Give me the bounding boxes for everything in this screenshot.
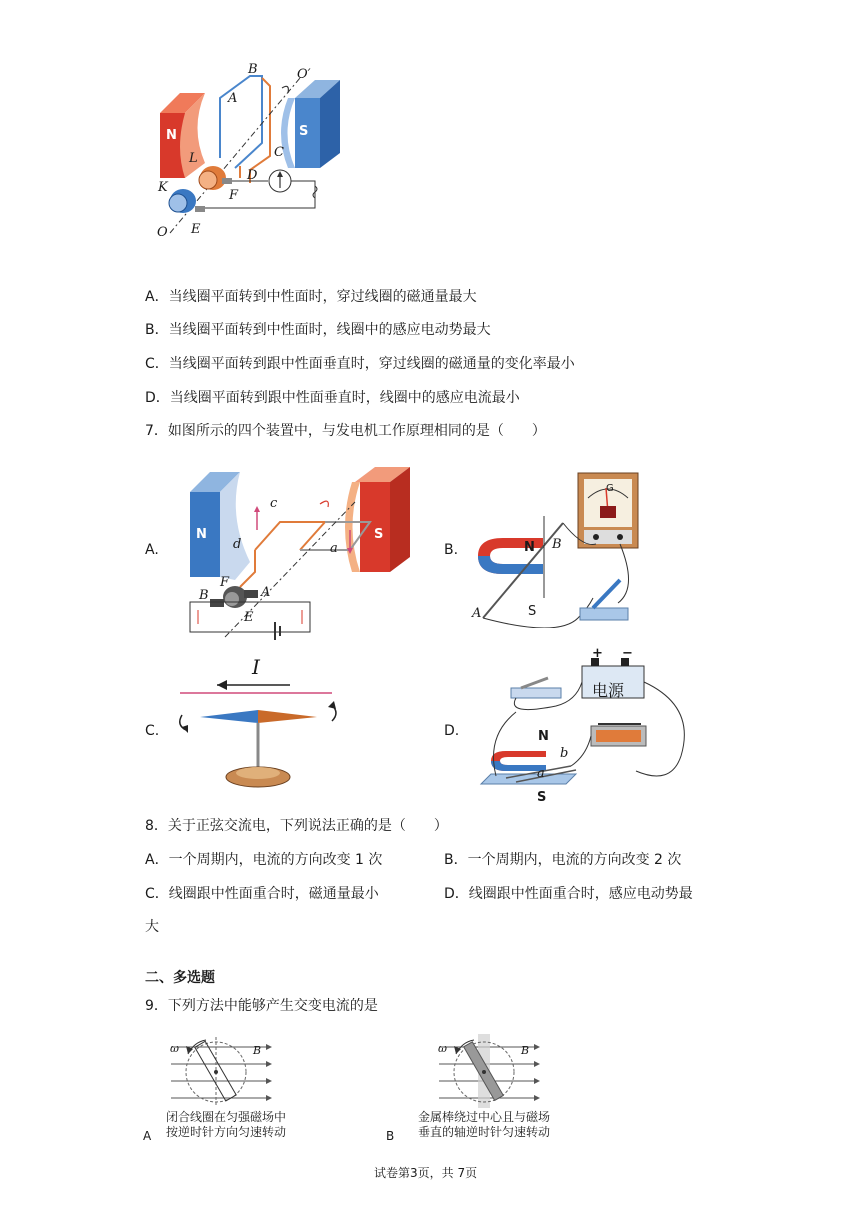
q7a-s-label: S <box>374 527 384 542</box>
q7-letter-a: A. <box>145 542 159 558</box>
q9a-omega: ω <box>170 1042 179 1055</box>
q7b-s-label: S <box>528 604 537 619</box>
q6-option-b <box>145 321 491 339</box>
q9-stem: 9．下列方法中能够产生交变电流的是 <box>145 998 378 1014</box>
option-text: 一个周期内，电流的方向改变 2 次 <box>467 852 682 868</box>
q7d-plus-label: + <box>592 646 603 661</box>
q7-letter-c: C. <box>145 723 160 739</box>
q7a-a-label: a <box>330 541 338 556</box>
q7-letter-d: D. <box>444 723 460 739</box>
q7c-i-label: I <box>252 655 260 679</box>
option-letter: B． <box>444 852 468 868</box>
fig-label-c: C <box>274 145 284 160</box>
q7d-n-label: N <box>538 729 549 744</box>
page-footer: 试卷第3页，共 7页 <box>374 1166 478 1180</box>
q7a-c-label: c <box>270 496 278 511</box>
option-letter: D． <box>444 886 469 902</box>
q7b-n-label: N <box>524 540 535 555</box>
q7a-a2-label: A <box>261 585 271 600</box>
q7d-minus-label: − <box>622 646 633 661</box>
q9b-caption-2: 垂直的轴逆时针匀速转动 <box>418 1125 551 1139</box>
option-text: 一个周期内，电流的方向改变 1 次 <box>168 852 383 868</box>
q7d-a-label: a <box>537 766 545 781</box>
option-letter: C． <box>145 356 169 372</box>
q9a-caption-1: 闭合线圈在匀强磁场中 <box>166 1110 287 1124</box>
fig-label-e: E <box>191 222 201 237</box>
q7a-d-label: d <box>233 537 242 552</box>
option-text: 当线圈平面转到跟中性面垂直时，线圈中的感应电流最小 <box>169 390 520 406</box>
q7a-f-label: F <box>220 575 230 590</box>
q6-option-c <box>145 355 575 373</box>
q8-stem: 8．关于正弦交流电，下列说法正确的是（ ） <box>145 818 448 834</box>
generator-figure <box>150 58 350 243</box>
option-text: 当线圈平面转到中性面时，线圈中的感应电动势最大 <box>168 322 491 338</box>
fig-label-l: L <box>189 151 198 166</box>
q7b-a-label: A <box>472 606 482 621</box>
magnet-n-label: N <box>166 128 177 143</box>
q8-option-d-wrap: 大 <box>145 919 159 935</box>
option-text: 线圈跟中性面重合时，磁通量最小 <box>168 886 379 902</box>
q9a-caption-2: 按逆时针方向匀速转动 <box>166 1125 287 1139</box>
q9b-caption-1: 金属棒绕过中心且与磁场 <box>418 1110 551 1124</box>
option-letter: A． <box>145 852 169 868</box>
q9a-letter: A <box>143 1129 152 1143</box>
option-text: 当线圈平面转到跟中性面垂直时，穿过线圈的磁通量的变化率最小 <box>168 356 575 372</box>
q8-option-d <box>444 885 693 903</box>
q8-option-b <box>444 851 681 869</box>
fig-label-b: B <box>248 62 258 77</box>
q7-figure-a-motor <box>180 462 420 640</box>
q7a-n-label: N <box>196 527 207 542</box>
fig-label-f: F <box>229 188 239 203</box>
q7d-s-label: S <box>537 790 547 805</box>
q6-option-a <box>145 288 477 306</box>
q7d-power-label: 电源 <box>592 681 625 700</box>
q9a-b-label: B <box>253 1044 262 1057</box>
q7-letter-b: B. <box>444 542 459 558</box>
section-title: 二、多选题 <box>145 970 215 986</box>
fig-label-a: A <box>228 91 238 106</box>
q6-option-d <box>145 389 520 407</box>
q9b-b-label: B <box>521 1044 530 1057</box>
option-letter: C． <box>145 886 169 902</box>
q9b-omega: ω <box>438 1042 447 1055</box>
q8-option-a <box>145 851 382 869</box>
fig-label-k: K <box>158 180 168 195</box>
option-text: 当线圈平面转到中性面时，穿过线圈的磁通量最大 <box>168 289 477 305</box>
option-letter: A． <box>145 289 169 305</box>
fig-label-o: O <box>157 225 168 240</box>
fig-label-d: D <box>247 168 258 183</box>
option-letter: B． <box>145 322 169 338</box>
q7b-g-label: G <box>606 483 614 494</box>
q9b-letter: B <box>386 1129 395 1143</box>
magnet-s-label: S <box>299 124 309 139</box>
q7-figure-d-motor-circuit <box>476 646 696 806</box>
q7d-b-label: b <box>560 746 569 761</box>
q7b-b-label: B <box>552 537 562 552</box>
q7-stem: 7．如图所示的四个装置中，与发电机工作原理相同的是（ ） <box>145 423 546 439</box>
fig-label-o-prime: O′ <box>297 67 311 82</box>
q8-option-c <box>145 885 379 903</box>
option-letter: D． <box>145 390 170 406</box>
q7-figure-c-needle <box>172 675 347 795</box>
q7a-b-label: B <box>199 588 209 603</box>
option-text: 线圈跟中性面重合时，感应电动势最 <box>468 886 693 902</box>
q7a-e-label: E <box>244 610 254 625</box>
